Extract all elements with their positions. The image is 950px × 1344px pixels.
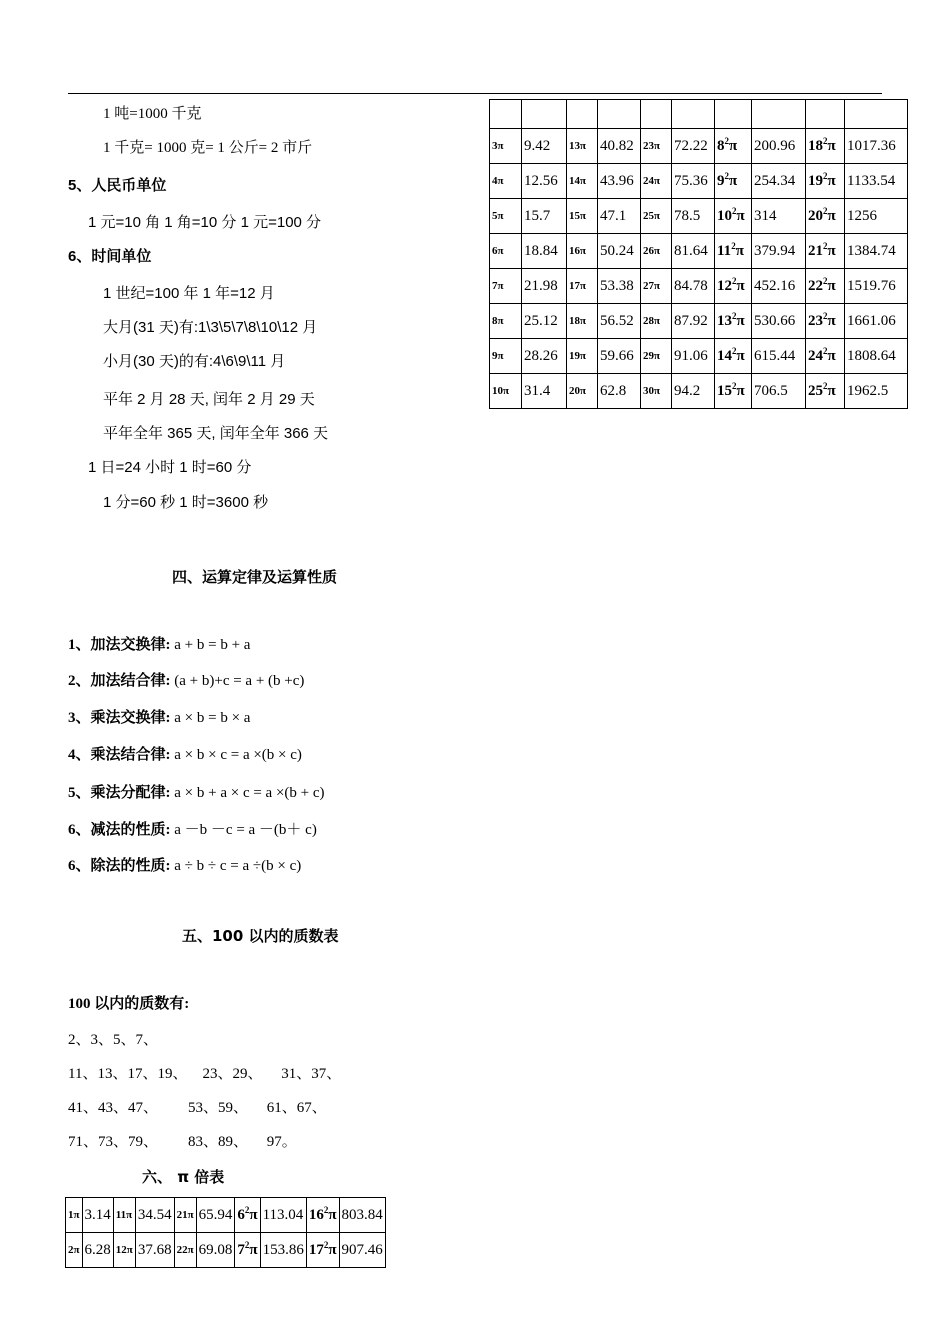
law-formula: a × b × c = a ×(b × c)	[170, 747, 302, 763]
pi-symbol: π	[827, 172, 836, 189]
pi-symbol: π	[827, 347, 836, 364]
law-item	[68, 706, 250, 727]
table-row	[490, 374, 908, 409]
pi-symbol: π	[735, 242, 744, 259]
square-exponent: 2	[823, 275, 828, 286]
value-cell: 62.8	[598, 374, 641, 409]
value-cell: 87.92	[672, 304, 715, 339]
square-base: 24	[808, 347, 823, 364]
value-cell: 1256	[845, 199, 908, 234]
square-base: 17	[308, 1241, 324, 1258]
value-cell: 113.04	[260, 1198, 306, 1233]
value-cell: 1017.36	[845, 129, 908, 164]
square-exponent: 2	[244, 1204, 250, 1215]
multiplier-cell: 21π	[174, 1198, 196, 1233]
law-item	[68, 669, 304, 690]
multiplier-cell: 15π	[567, 199, 598, 234]
value-cell: 200.96	[752, 129, 806, 164]
pi-symbol: π	[736, 382, 745, 399]
multiplier-cell: 4π	[490, 164, 522, 199]
value-cell: 25.12	[522, 304, 567, 339]
multiplier-cell: 7π	[490, 269, 522, 304]
multiplier-cell: 22π	[174, 1233, 196, 1268]
value-cell: 15.7	[522, 199, 567, 234]
multiplier-cell: 3π	[490, 129, 522, 164]
squared-multiplier-cell	[715, 339, 752, 374]
pi-table-right	[489, 99, 908, 409]
squared-multiplier-cell	[715, 129, 752, 164]
value-cell: 59.66	[598, 339, 641, 374]
law-label: 4、乘法结合律:	[68, 747, 171, 763]
square-base: 18	[808, 137, 823, 154]
rmb-heading: 5、人民币单位	[68, 177, 167, 194]
pi-table-bottom-body	[66, 1198, 386, 1268]
multiplier-cell: 8π	[490, 304, 522, 339]
value-cell: 452.16	[752, 269, 806, 304]
square-base: 9	[717, 172, 725, 189]
table-row	[490, 199, 908, 234]
square-exponent: 2	[244, 1239, 250, 1250]
multiplier-cell: 23π	[641, 129, 672, 164]
value-cell: 803.84	[339, 1198, 385, 1233]
squared-multiplier-cell	[306, 1198, 339, 1233]
value-cell: 78.5	[672, 199, 715, 234]
value-cell: 43.96	[598, 164, 641, 199]
square-base: 19	[808, 172, 823, 189]
law-formula: a + b = b + a	[170, 637, 251, 653]
time-line-4: 平年 2 月 28 天, 闰年 2 月 29 天	[103, 391, 315, 408]
value-cell: 65.94	[196, 1198, 235, 1233]
squared-multiplier-cell	[806, 339, 845, 374]
blank-cell	[845, 100, 908, 129]
squared-multiplier-cell	[235, 1198, 260, 1233]
blank-cell	[567, 100, 598, 129]
square-base: 8	[717, 137, 725, 154]
square-base: 21	[808, 242, 823, 259]
time-line-6: 1 日=24 小时 1 时=60 分	[88, 459, 252, 476]
table-row	[66, 1233, 386, 1268]
value-cell: 18.84	[522, 234, 567, 269]
squared-multiplier-cell	[715, 199, 752, 234]
pi-table-right-body	[490, 100, 908, 409]
multiplier-cell: 19π	[567, 339, 598, 374]
pi-symbol: π	[827, 382, 836, 399]
square-base: 14	[717, 347, 732, 364]
blank-cell	[806, 100, 845, 129]
multiplier-cell: 18π	[567, 304, 598, 339]
weight-line-1: 1 吨=1000 千克	[103, 106, 202, 122]
law-formula: a × b = b × a	[170, 710, 251, 726]
multiplier-cell: 9π	[490, 339, 522, 374]
pi-symbol: π	[736, 277, 745, 294]
law-label: 2、加法结合律:	[68, 673, 171, 689]
squared-multiplier-cell	[806, 269, 845, 304]
primes-line-1: 2、3、5、7、	[68, 1032, 159, 1048]
multiplier-cell: 27π	[641, 269, 672, 304]
table-row	[490, 164, 908, 199]
value-cell: 91.06	[672, 339, 715, 374]
value-cell: 40.82	[598, 129, 641, 164]
value-cell: 6.28	[82, 1233, 113, 1268]
value-cell: 94.2	[672, 374, 715, 409]
value-cell: 72.22	[672, 129, 715, 164]
pi-symbol: π	[328, 1206, 337, 1223]
time-line-7: 1 分=60 秒 1 时=3600 秒	[103, 494, 269, 511]
squared-multiplier-cell	[306, 1233, 339, 1268]
square-base: 13	[717, 312, 732, 329]
value-cell: 907.46	[339, 1233, 385, 1268]
value-cell: 3.14	[82, 1198, 113, 1233]
value-cell: 530.66	[752, 304, 806, 339]
multiplier-cell: 29π	[641, 339, 672, 374]
square-exponent: 2	[732, 310, 737, 321]
blank-cell	[641, 100, 672, 129]
table-row	[490, 269, 908, 304]
table-row	[490, 304, 908, 339]
value-cell: 21.98	[522, 269, 567, 304]
blank-cell	[490, 100, 522, 129]
value-cell: 1384.74	[845, 234, 908, 269]
primes-line-3: 41、43、47、 53、59、 61、67、	[68, 1100, 327, 1116]
value-cell: 53.38	[598, 269, 641, 304]
pi-symbol: π	[827, 277, 836, 294]
value-cell: 1808.64	[845, 339, 908, 374]
blank-cell	[715, 100, 752, 129]
laws-title: 四、运算定律及运算性质	[172, 568, 338, 586]
value-cell: 1962.5	[845, 374, 908, 409]
law-formula: (a + b)+c = a + (b +c)	[170, 673, 305, 689]
time-line-2: 大月(31 天)有:1\3\5\7\8\10\12 月	[103, 319, 318, 336]
table-row	[490, 339, 908, 374]
square-base: 15	[717, 382, 732, 399]
blank-cell	[598, 100, 641, 129]
value-cell: 69.08	[196, 1233, 235, 1268]
time-line-3: 小月(30 天)的有:4\6\9\11 月	[103, 353, 286, 370]
squared-multiplier-cell	[715, 374, 752, 409]
square-exponent: 2	[823, 170, 828, 181]
primes-line-4: 71、73、79、 83、89、 97。	[68, 1134, 297, 1150]
square-base: 7	[237, 1241, 245, 1258]
square-exponent: 2	[823, 240, 828, 251]
value-cell: 56.52	[598, 304, 641, 339]
value-cell: 153.86	[260, 1233, 306, 1268]
value-cell: 75.36	[672, 164, 715, 199]
squared-multiplier-cell	[715, 164, 752, 199]
square-exponent: 2	[731, 240, 736, 251]
time-line-5: 平年全年 365 天, 闰年全年 366 天	[103, 425, 329, 442]
value-cell: 84.78	[672, 269, 715, 304]
pi-table-title: 六、 π 倍表	[142, 1168, 225, 1186]
pi-symbol: π	[736, 207, 745, 224]
value-cell: 1661.06	[845, 304, 908, 339]
multiplier-cell: 10π	[490, 374, 522, 409]
blank-cell	[672, 100, 715, 129]
multiplier-cell: 12π	[113, 1233, 135, 1268]
multiplier-cell: 5π	[490, 199, 522, 234]
value-cell: 12.56	[522, 164, 567, 199]
law-label: 6、减法的性质:	[68, 822, 171, 838]
multiplier-cell: 6π	[490, 234, 522, 269]
primes-intro: 100 以内的质数有:	[68, 996, 190, 1012]
value-cell: 254.34	[752, 164, 806, 199]
square-exponent: 2	[823, 380, 828, 391]
value-cell: 81.64	[672, 234, 715, 269]
value-cell: 379.94	[752, 234, 806, 269]
squared-multiplier-cell	[715, 269, 752, 304]
square-exponent: 2	[323, 1239, 329, 1250]
weight-line-2: 1 千克= 1000 克= 1 公斤= 2 市斤	[103, 140, 313, 156]
law-formula: a －b －c = a －(b＋ c)	[170, 822, 317, 838]
square-base: 12	[717, 277, 732, 294]
square-base: 10	[717, 207, 732, 224]
law-label: 3、乘法交换律:	[68, 710, 171, 726]
value-cell: 50.24	[598, 234, 641, 269]
square-base: 22	[808, 277, 823, 294]
law-item	[68, 854, 301, 875]
value-cell: 31.4	[522, 374, 567, 409]
square-exponent: 2	[823, 345, 828, 356]
blank-cell	[752, 100, 806, 129]
value-cell: 37.68	[135, 1233, 174, 1268]
square-exponent: 2	[724, 135, 729, 146]
multiplier-cell: 11π	[113, 1198, 135, 1233]
square-exponent: 2	[732, 380, 737, 391]
squared-multiplier-cell	[715, 234, 752, 269]
pi-symbol: π	[249, 1241, 258, 1258]
square-exponent: 2	[323, 1204, 329, 1215]
pi-symbol: π	[729, 137, 738, 154]
blank-cell	[522, 100, 567, 129]
law-label: 5、乘法分配律:	[68, 785, 171, 801]
square-exponent: 2	[732, 205, 737, 216]
square-exponent: 2	[823, 205, 828, 216]
value-cell: 706.5	[752, 374, 806, 409]
square-exponent: 2	[732, 345, 737, 356]
law-label: 6、除法的性质:	[68, 858, 171, 874]
multiplier-cell: 2π	[66, 1233, 83, 1268]
pi-symbol: π	[729, 172, 738, 189]
time-heading: 6、时间单位	[68, 248, 152, 265]
law-item	[68, 633, 250, 654]
time-line-1: 1 世纪=100 年 1 年=12 月	[103, 285, 275, 302]
value-cell: 615.44	[752, 339, 806, 374]
law-item	[68, 818, 317, 839]
multiplier-cell: 17π	[567, 269, 598, 304]
primes-title: 五、100 以内的质数表	[182, 927, 339, 945]
pi-symbol: π	[736, 312, 745, 329]
square-base: 25	[808, 382, 823, 399]
squared-multiplier-cell	[806, 304, 845, 339]
value-cell: 28.26	[522, 339, 567, 374]
multiplier-cell: 28π	[641, 304, 672, 339]
value-cell: 314	[752, 199, 806, 234]
value-cell: 1519.76	[845, 269, 908, 304]
table-row-blank	[490, 100, 908, 129]
multiplier-cell: 14π	[567, 164, 598, 199]
square-base: 11	[717, 242, 732, 259]
square-exponent: 2	[732, 275, 737, 286]
value-cell: 47.1	[598, 199, 641, 234]
squared-multiplier-cell	[715, 304, 752, 339]
pi-symbol: π	[827, 137, 836, 154]
squared-multiplier-cell	[806, 374, 845, 409]
squared-multiplier-cell	[806, 164, 845, 199]
law-item	[68, 781, 325, 802]
multiplier-cell: 16π	[567, 234, 598, 269]
square-base: 23	[808, 312, 823, 329]
multiplier-cell: 26π	[641, 234, 672, 269]
square-base: 6	[237, 1206, 245, 1223]
pi-symbol: π	[827, 207, 836, 224]
squared-multiplier-cell	[806, 199, 845, 234]
square-base: 16	[308, 1206, 324, 1223]
squared-multiplier-cell	[806, 234, 845, 269]
law-item	[68, 743, 302, 764]
squared-multiplier-cell	[806, 129, 845, 164]
square-exponent: 2	[724, 170, 729, 181]
pi-symbol: π	[328, 1241, 337, 1258]
value-cell: 34.54	[135, 1198, 174, 1233]
multiplier-cell: 1π	[66, 1198, 83, 1233]
value-cell: 1133.54	[845, 164, 908, 199]
pi-symbol: π	[249, 1206, 258, 1223]
table-row	[490, 234, 908, 269]
squared-multiplier-cell	[235, 1233, 260, 1268]
primes-line-2: 11、13、17、19、 23、29、 31、37、	[68, 1066, 342, 1082]
multiplier-cell: 25π	[641, 199, 672, 234]
table-row	[490, 129, 908, 164]
pi-symbol: π	[736, 347, 745, 364]
pi-table-bottom	[65, 1197, 386, 1268]
pi-symbol: π	[827, 312, 836, 329]
square-base: 20	[808, 207, 823, 224]
rmb-line: 1 元=10 角 1 角=10 分 1 元=100 分	[88, 214, 322, 231]
multiplier-cell: 20π	[567, 374, 598, 409]
law-formula: a ÷ b ÷ c = a ÷(b × c)	[170, 858, 302, 874]
square-exponent: 2	[823, 135, 828, 146]
pi-symbol: π	[827, 242, 836, 259]
multiplier-cell: 30π	[641, 374, 672, 409]
value-cell: 9.42	[522, 129, 567, 164]
table-row	[66, 1198, 386, 1233]
law-formula: a × b + a × c = a ×(b + c)	[170, 785, 325, 801]
multiplier-cell: 13π	[567, 129, 598, 164]
header-rule	[68, 93, 882, 94]
law-label: 1、加法交换律:	[68, 637, 171, 653]
multiplier-cell: 24π	[641, 164, 672, 199]
square-exponent: 2	[823, 310, 828, 321]
